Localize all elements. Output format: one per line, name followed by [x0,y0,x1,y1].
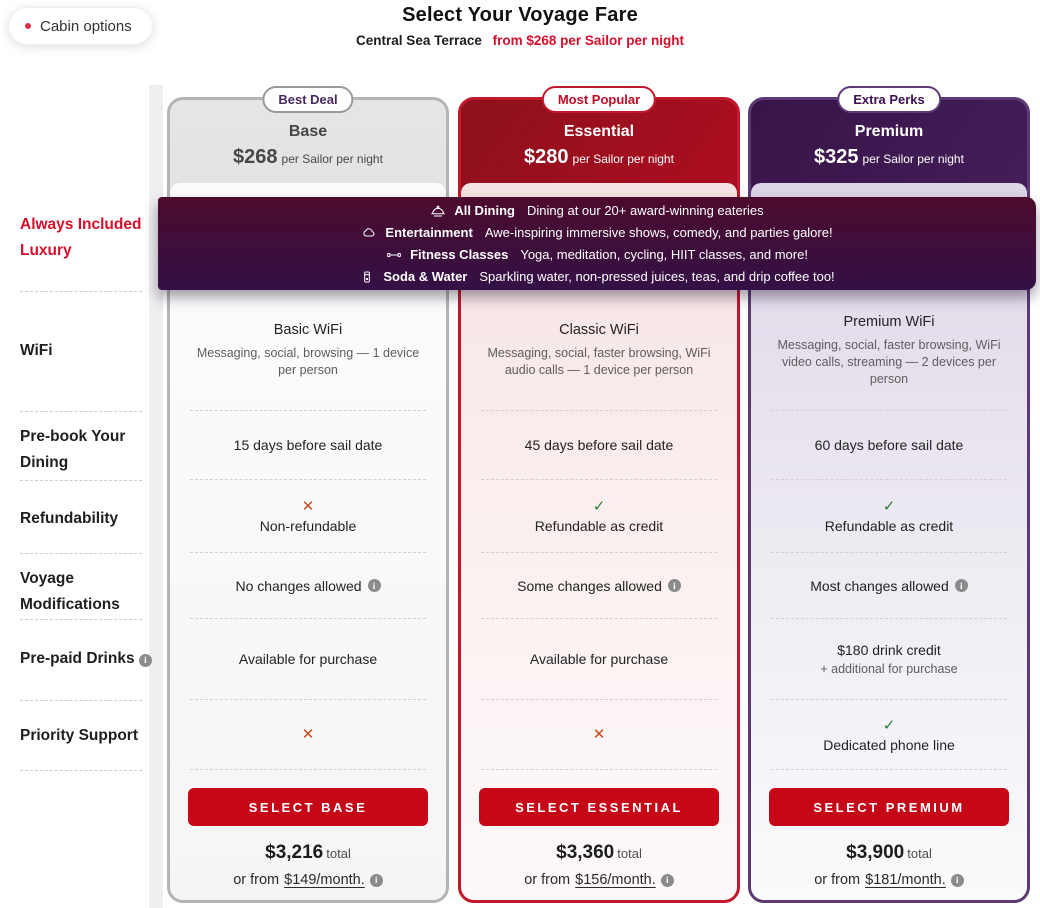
fitness-icon [386,247,402,263]
divider [20,411,142,412]
select-essential-button[interactable]: SELECT ESSENTIAL [479,788,719,826]
price-suffix: per Sailor per night [281,151,383,166]
drinks-title: $180 drink credit [837,642,941,658]
banner-row-entertainment [158,222,1036,243]
banner-label: All Dining [454,203,515,218]
dining-value: 60 days before sail date [814,437,964,453]
info-icon[interactable]: i [668,579,681,592]
wifi-desc: Messaging, social, faster browsing, WiFi video calls, streaming — 2 devices per person [777,337,1001,386]
plan-footer-essential [461,770,737,900]
divider [20,291,142,292]
prebook-dining-cell [771,411,1007,480]
or-from-label: or from [524,872,571,888]
prebook-dining-cell [481,411,717,480]
badge-extra-perks: Extra Perks [837,86,941,113]
divider [20,770,142,771]
sidebar-row-prepaid-drinks [20,646,180,672]
refund-text: Non-refundable [259,518,357,534]
select-premium-button[interactable]: SELECT PREMIUM [769,788,1009,826]
plan-price [524,146,674,169]
cross-icon: ✕ [301,498,315,515]
badge-best-deal: Best Deal [262,86,353,113]
prepaid-drinks-cell [771,619,1007,700]
modifications-cell [771,553,1007,619]
sidebar-row-dining: Pre-book Your Dining [20,428,126,471]
banner-row-dining [158,200,1036,221]
info-icon[interactable]: i [951,874,964,887]
info-icon[interactable]: i [370,874,383,887]
info-icon[interactable]: i [955,579,968,592]
total-value: $3,216 [265,842,324,863]
prepaid-drinks-cell [190,619,426,700]
modifications-cell [481,553,717,619]
banner-row-soda [158,266,1036,287]
total-value: $3,360 [556,842,615,863]
monthly-price-row [524,872,674,888]
total-value: $3,900 [846,842,905,863]
plan-footer-premium [751,770,1027,900]
sidebar-row-refundability: Refundability [20,510,119,527]
modifications-text: Most changes allowed [810,577,949,594]
plan-content-base [170,183,446,900]
prepaid-drinks-label: Pre-paid Drinks [20,650,135,667]
total-suffix: total [617,846,642,861]
banner-row-fitness [158,244,1036,265]
divider [20,700,142,701]
sidebar-row-modifications: Voyage Modifications [20,570,120,613]
badge-most-popular: Most Popular [542,86,656,113]
always-included-banner [158,197,1036,290]
total-price [265,842,351,864]
drinks-title: Available for purchase [238,651,378,667]
soda-icon [359,269,375,285]
drinks-title: Available for purchase [529,651,669,667]
brand-dot-icon [25,23,31,29]
info-icon[interactable]: i [661,874,674,887]
cabin-options-button[interactable] [8,7,153,45]
plan-footer-base [170,770,446,900]
page-header [0,4,1040,48]
cross-icon: ✕ [592,726,606,743]
divider [20,553,142,554]
page-subtitle [0,33,1040,48]
total-price [556,842,642,864]
wifi-desc: Messaging, social, faster browsing, WiFi audio calls — 1 device per person [487,346,711,377]
modifications-text: Some changes allowed [517,577,662,594]
banner-text: Sparkling water, non-pressed juices, teas, and drip coffee too! [479,269,835,284]
refundability-cell [481,480,717,553]
refundability-cell [190,480,426,553]
modifications-cell [190,553,426,619]
from-price: from $268 per Sailor per night [492,33,684,48]
total-price [846,842,932,864]
banner-label: Soda & Water [383,269,468,284]
plan-content-essential [461,183,737,900]
entertainment-icon [361,225,377,241]
sidebar-row-wifi: WiFi [20,342,53,359]
priority-text: Dedicated phone line [823,736,955,753]
divider [20,619,142,620]
price-suffix: per Sailor per night [572,151,674,166]
or-from-label: or from [233,872,280,888]
page-title: Select Your Voyage Fare [402,4,638,26]
monthly-price-link[interactable]: $149/month. [284,872,365,888]
price-value: $268 [233,145,278,168]
cabin-options-label: Cabin options [40,17,132,35]
prebook-dining-cell [190,411,426,480]
plan-name: Premium [854,122,924,140]
plan-content-premium [751,183,1027,900]
plan-price [233,146,383,169]
cabin-name: Central Sea Terrace [356,33,482,48]
banner-text: Yoga, meditation, cycling, HIIT classes, and more! [520,247,808,262]
dining-icon [430,203,446,219]
monthly-price-link[interactable]: $181/month. [865,872,946,888]
prepaid-drinks-cell [481,619,717,700]
check-icon: ✓ [882,498,896,515]
monthly-price-row [814,872,964,888]
wifi-title: Classic WiFi [559,322,639,338]
modifications-text: No changes allowed [235,577,362,594]
cross-icon: ✕ [301,726,315,743]
price-value: $325 [814,145,859,168]
dining-value: 15 days before sail date [233,437,383,453]
wifi-cell [771,291,1007,411]
banner-text: Awe-inspiring immersive shows, comedy, and parties galore! [484,225,833,240]
plan-name: Base [288,122,328,140]
plan-name: Essential [563,122,635,140]
price-suffix: per Sailor per night [862,151,964,166]
priority-support-cell [771,700,1007,770]
check-icon: ✓ [882,716,896,734]
sidebar-row-always-included: Always Included Luxury [20,216,142,259]
sidebar-row-priority-support: Priority Support [20,727,138,744]
wifi-title: Premium WiFi [843,313,935,330]
total-suffix: total [326,846,351,861]
banner-label: Entertainment [385,225,473,240]
info-icon[interactable]: i [139,654,152,667]
dining-value: 45 days before sail date [524,437,674,453]
or-from-label: or from [814,872,861,888]
drinks-sub: + additional for purchase [820,662,958,676]
check-icon: ✓ [592,498,606,515]
wifi-cell [190,291,426,411]
monthly-price-link[interactable]: $156/month. [575,872,656,888]
priority-support-cell [190,700,426,770]
banner-label: Fitness Classes [410,247,509,262]
refund-text: Refundable as credit [534,518,664,534]
banner-text: Dining at our 20+ award-winning eateries [527,203,764,218]
info-icon[interactable]: i [368,579,381,592]
divider [20,480,142,481]
wifi-title: Basic WiFi [273,322,343,338]
wifi-cell [481,291,717,411]
priority-support-cell [481,700,717,770]
wifi-desc: Messaging, social, browsing — 1 device per person [196,346,420,377]
total-suffix: total [907,846,932,861]
monthly-price-row [233,872,383,888]
plan-price [814,146,964,169]
select-base-button[interactable]: SELECT BASE [188,788,428,826]
price-value: $280 [524,145,569,168]
refund-text: Refundable as credit [824,518,954,534]
refundability-cell [771,480,1007,553]
